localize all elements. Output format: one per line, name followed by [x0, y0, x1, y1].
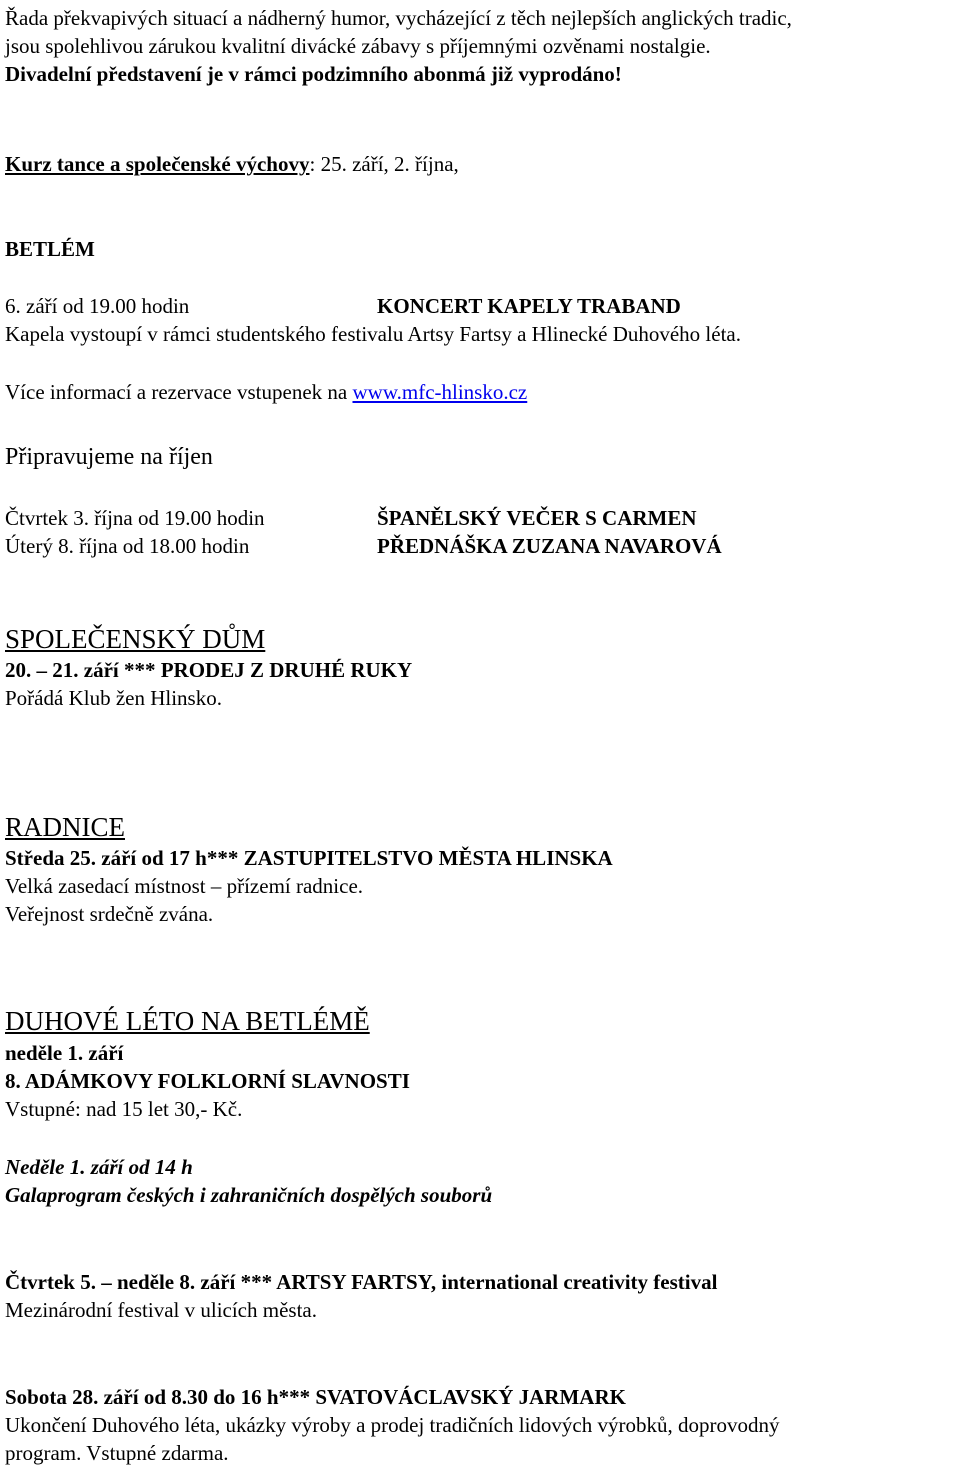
spolecensky-event: 20. – 21. září *** PRODEJ Z DRUHÉ RUKY — [5, 658, 413, 682]
radnice-event: Středa 25. září od 17 h*** ZASTUPITELSTVO MĚSTA HLINSKA — [5, 846, 613, 870]
spolecensky-desc: Pořádá Klub žen Hlinsko. — [5, 686, 222, 710]
artsy-event: Čtvrtek 5. – neděle 8. září *** ARTSY FARTSY, international creativity festival — [5, 1270, 718, 1294]
duhove-heading: DUHOVÉ LÉTO NA BETLÉMĚ — [5, 1006, 370, 1036]
radnice-heading: RADNICE — [5, 812, 125, 842]
betlem-info — [5, 378, 527, 406]
intro-line-1: Řada překvapivých situací a nádherný humor, vycházející z těch nejlepších anglických tradic, — [5, 6, 792, 30]
gala-desc: Galaprogram českých i zahraničních dospělých souborů — [5, 1183, 493, 1207]
betlem-heading: BETLÉM — [5, 237, 95, 261]
jarmark-event: Sobota 28. září od 8.30 do 16 h*** SVATOVÁCLAVSKÝ JARMARK — [5, 1385, 626, 1409]
intro-line-3: Divadelní představení je v rámci podzimního abonmá již vyprodáno! — [5, 62, 622, 86]
dance-course-dates: : 25. září, 2. října, — [309, 152, 459, 176]
duhove-entry: Vstupné: nad 15 let 30,- Kč. — [5, 1097, 243, 1121]
betlem-info-text: Více informací a rezervace vstupenek na — [5, 380, 353, 404]
jarmark-desc-1: Ukončení Duhového léta, ukázky výroby a prodej tradičních lidových výrobků, doprovodný — [5, 1413, 780, 1437]
jarmark-desc-2: program. Vstupné zdarma. — [5, 1441, 229, 1465]
october-date: Čtvrtek 3. října od 19.00 hodin — [5, 506, 265, 530]
dance-course — [5, 150, 459, 178]
betlem-event: KONCERT KAPELY TRABAND — [377, 294, 681, 318]
radnice-desc-1: Velká zasedací místnost – přízemí radnice. — [5, 874, 364, 898]
gala-date: Neděle 1. září od 14 h — [5, 1155, 193, 1179]
artsy-desc: Mezinárodní festival v ulicích města. — [5, 1298, 317, 1322]
october-event: ŠPANĚLSKÝ VEČER S CARMEN — [377, 506, 697, 530]
october-date: Úterý 8. října od 18.00 hodin — [5, 534, 250, 558]
betlem-event-row — [5, 292, 955, 320]
mfc-hlinsko-link[interactable]: www.mfc-hlinsko.cz — [352, 380, 528, 404]
betlem-desc: Kapela vystoupí v rámci studentského festivalu Artsy Fartsy a Hlinecké Duhového léta. — [5, 322, 741, 346]
dance-course-title: Kurz tance a společenské výchovy — [5, 152, 310, 176]
radnice-desc-2: Veřejnost srdečně zvána. — [5, 902, 214, 926]
betlem-date: 6. září od 19.00 hodin — [5, 294, 190, 318]
october-heading: Připravujeme na říjen — [5, 444, 213, 470]
october-event: PŘEDNÁŠKA ZUZANA NAVAROVÁ — [377, 534, 722, 558]
october-row-1 — [5, 504, 955, 532]
duhove-date: neděle 1. září — [5, 1041, 124, 1065]
october-row-2 — [5, 532, 955, 560]
intro-line-2: jsou spolehlivou zárukou kvalitní divácké zábavy s příjemnými ozvěnami nostalgie. — [5, 34, 711, 58]
spolecensky-heading: SPOLEČENSKÝ DŮM — [5, 624, 266, 654]
duhove-event: 8. ADÁMKOVY FOLKLORNÍ SLAVNOSTI — [5, 1069, 410, 1093]
